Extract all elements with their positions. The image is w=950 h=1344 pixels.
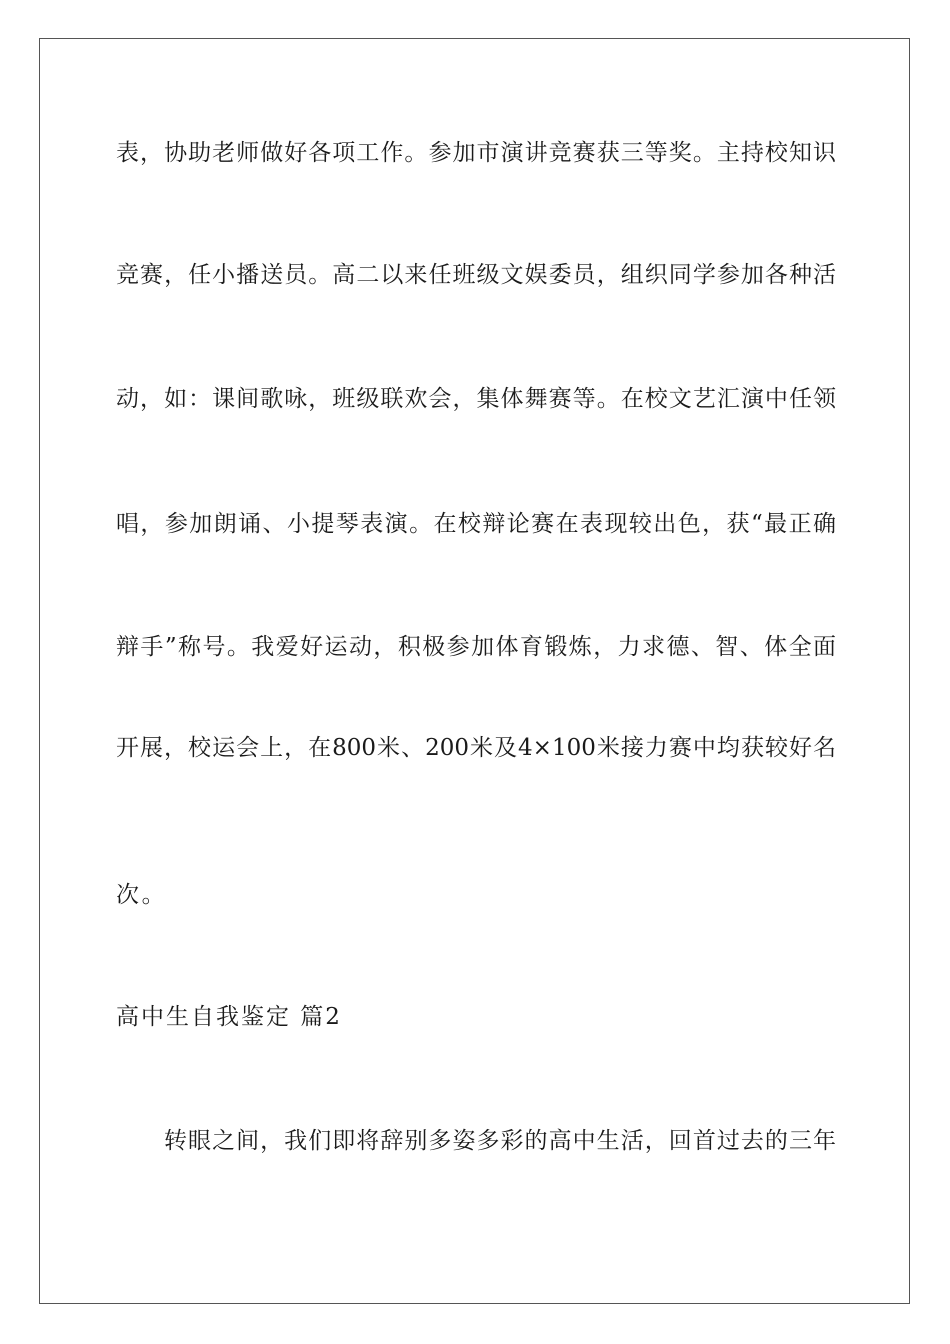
paragraph-line: 唱，参加朗诵、小提琴表演。在校辩论赛在表现较出色，获“最正确 <box>116 511 836 537</box>
paragraph-line: 竞赛，任小播送员。高二以来任班级文娱委员，组织同学参加各种活 <box>116 262 836 288</box>
paragraph-first-line: 转眼之间，我们即将辞别多姿多彩的高中生活，回首过去的三年 <box>164 1128 836 1154</box>
paragraph-line: 开展，校运会上，在800米、200米及4×100米接力赛中均获较好名 <box>116 735 836 761</box>
page-frame <box>39 38 910 1304</box>
paragraph-line: 动，如：课间歌咏，班级联欢会，集体舞赛等。在校文艺汇演中任领 <box>116 386 836 412</box>
paragraph-line: 辩手”称号。我爱好运动，积极参加体育锻炼，力求德、智、体全面 <box>116 634 836 660</box>
section-heading: 高中生自我鉴定 篇2 <box>116 1004 342 1030</box>
paragraph-line-last: 次。 <box>116 882 168 908</box>
paragraph-line: 表，协助老师做好各项工作。参加市演讲竞赛获三等奖。主持校知识 <box>116 140 836 166</box>
